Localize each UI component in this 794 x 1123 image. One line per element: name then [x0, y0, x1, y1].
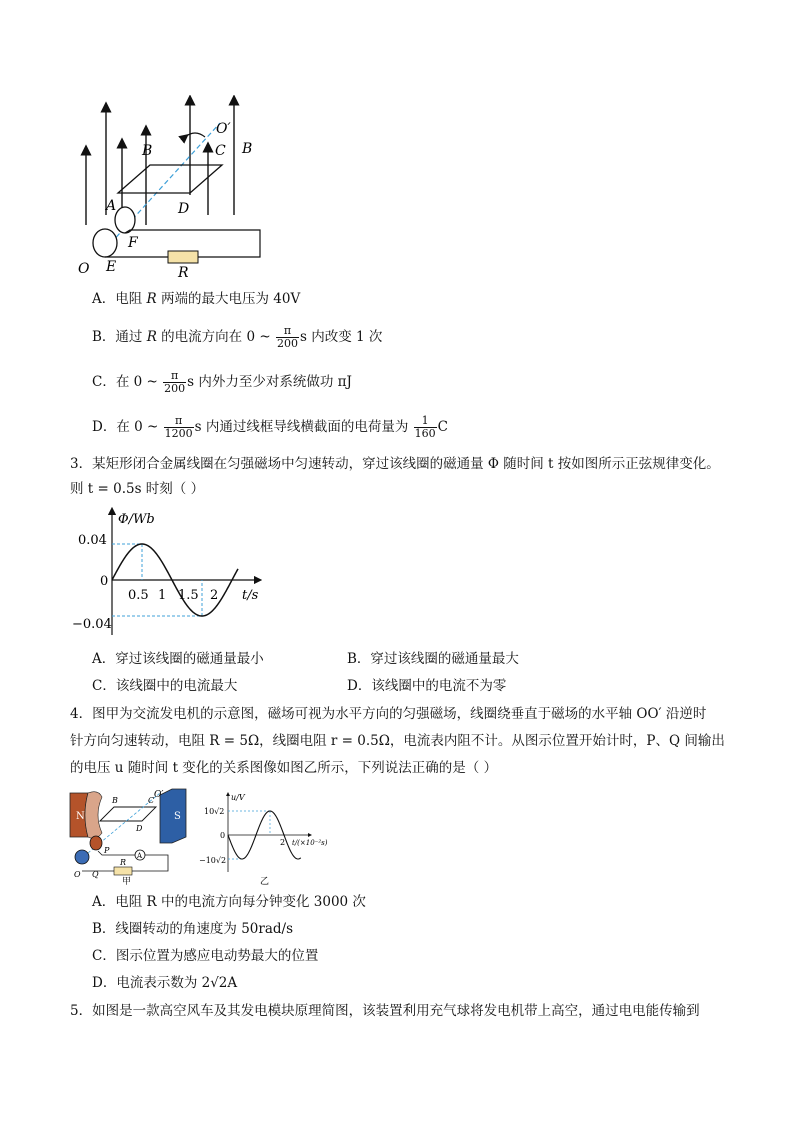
label-d-jia: D: [136, 824, 143, 833]
label-b-jia: B: [112, 796, 118, 805]
label-c-jia: C: [148, 796, 155, 805]
q3-option-b: B．穿过该线圈的磁通量最大: [347, 651, 519, 667]
q2-option-a: A．电阻 R 两端的最大电压为 40V: [92, 291, 301, 307]
q2-option-d: D．在 0 ~ $\frac{\pi}{1200}$ s 内通过线框导线横截面的电荷量为 $\frac{1}{160}$ C: [92, 414, 448, 440]
label-o-jia: O: [74, 870, 81, 879]
label-c: C: [215, 143, 226, 159]
x-label: t/s: [242, 588, 259, 603]
label-r: R: [178, 265, 189, 281]
y-tick-top: 0.04: [78, 533, 107, 548]
q3-option-d: D．该线圈中的电流不为零: [347, 678, 507, 694]
ammeter-label: A: [137, 852, 143, 860]
x-tick-1-5: 1.5: [178, 588, 199, 603]
q3-option-a: A．穿过该线圈的磁通量最小: [92, 651, 264, 667]
yi-y-bot: −10√2: [199, 856, 227, 865]
q4-option-c: C．图示位置为感应电动势最大的位置: [92, 948, 319, 964]
label-d: D: [178, 201, 190, 217]
yi-x-label: t/(×10⁻²s): [292, 839, 328, 847]
label-b: B: [142, 143, 153, 159]
yi-y-zero: 0: [220, 831, 226, 840]
q4-figure-yi: [198, 790, 346, 888]
label-n: N: [76, 811, 85, 822]
q4-stem-line2: 针方向匀速转动，电阻 R = 5Ω，线圈电阻 r = 0.5Ω，电流表内阻不计。从图示位置开始计时，P、Q 间输出: [70, 733, 725, 749]
label-p-jia: P: [104, 846, 110, 855]
label-b-right: B: [242, 141, 253, 157]
q2-option-c: C．在 0 ~ $\frac{\pi}{200}$ s 内外力至少对系统做功 πJ: [92, 369, 352, 395]
q2-option-b: B．通过 R 的电流方向在 0 ~ $\frac{\pi}{200}$ s 内改变 1 次: [92, 324, 383, 350]
caption-yi: 乙: [260, 877, 270, 887]
x-tick-2: 2: [210, 588, 219, 603]
q3-stem-line1: 3．某矩形闭合金属线圈在匀强磁场中匀速转动，穿过该线圈的磁通量 Φ 随时间 t 按如图所示正弦规律变化。: [70, 456, 720, 472]
q3-flux-chart: [70, 503, 270, 643]
q2-generator-figure: [70, 95, 270, 285]
y-tick-zero: 0: [100, 574, 109, 589]
yi-x-tick: 2: [280, 838, 286, 847]
q4-option-b: B．线圈转动的角速度为 50rad/s: [92, 921, 294, 937]
label-f: F: [128, 235, 138, 251]
q4-stem-line1: 4．图甲为交流发电机的示意图，磁场可视为水平方向的匀强磁场，线圈绕垂直于磁场的水平轴 OO′ 沿逆时: [70, 706, 707, 722]
q4-figure-jia: [68, 785, 192, 885]
yi-y-label: u/V: [231, 793, 245, 802]
label-e: E: [106, 259, 117, 275]
x-tick-0-5: 0.5: [128, 588, 149, 603]
label-r-jia: R: [120, 858, 127, 867]
q5-stem-line1: 5．如图是一款高空风车及其发电模块原理简图，该装置利用充气球将发电机带上高空，通过电电能传输到: [70, 1003, 700, 1019]
y-tick-bottom: −0.04: [72, 617, 112, 632]
label-o-prime: O′: [216, 121, 231, 137]
yi-y-top: 10√2: [204, 807, 225, 816]
x-tick-1: 1: [158, 588, 167, 603]
q4-option-a: A．电阻 R 中的电流方向每分钟变化 3000 次: [92, 894, 366, 910]
y-label: Φ/Wb: [118, 512, 155, 527]
q4-stem-line3: 的电压 u 随时间 t 变化的关系图像如图乙所示，下列说法正确的是（ ）: [70, 760, 498, 776]
q3-stem-line2: 则 t = 0.5s 时刻（ ）: [70, 481, 205, 497]
q3-option-c: C．该线圈中的电流最大: [92, 678, 238, 694]
caption-jia: 甲: [122, 877, 132, 885]
label-a: A: [106, 198, 117, 214]
label-o: O: [78, 261, 90, 277]
label-o-prime-jia: O′: [154, 790, 164, 800]
q4-option-d: D．电流表示数为 2√2A: [92, 975, 238, 991]
label-q-jia: Q: [92, 870, 99, 879]
label-s: S: [174, 811, 181, 822]
